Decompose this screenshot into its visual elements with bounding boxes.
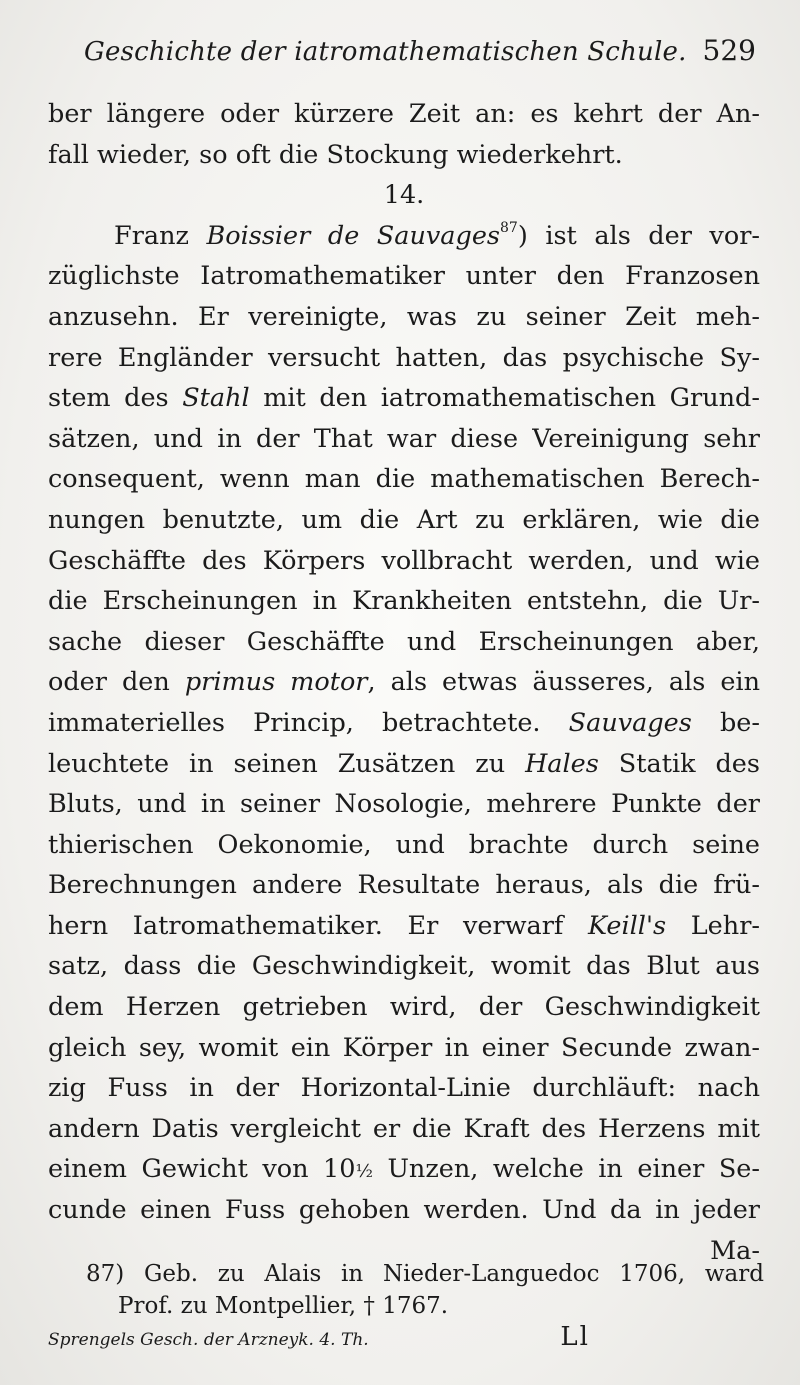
text-line: züglichste Iatromathematiker unter den Franzosen xyxy=(48,261,760,292)
text-line: consequent, wenn man die mathematischen Berech- xyxy=(48,464,760,495)
page-number: 529 xyxy=(702,34,756,67)
text-run: einem Gewicht von 10 xyxy=(48,1154,356,1185)
text-line: Berechnungen andere Resultate heraus, als die frü- xyxy=(48,870,760,901)
text-run: mit den iatromathematischen Grund- xyxy=(249,383,760,414)
text-line: rere Engländer versucht hatten, das psychische Sy- xyxy=(48,342,760,373)
page-header xyxy=(84,34,756,84)
person-name: Keill's xyxy=(588,910,667,941)
person-name: Hales xyxy=(525,748,599,779)
text-run: ) ist als der vor- xyxy=(517,220,760,251)
text-run: Franz xyxy=(114,220,207,251)
text-line xyxy=(48,662,760,703)
person-name: Sauvages xyxy=(568,707,692,738)
text-line: fall wieder, so oft die Stockung wiederkehrt. xyxy=(48,139,623,170)
text-run: immaterielles Princip, betrachtete. xyxy=(48,707,569,738)
text-line: Bluts, und in seiner Nosologie, mehrere Punkte der xyxy=(48,789,760,820)
text-run: leuchtete in seinen Zusätzen zu xyxy=(48,748,526,779)
fraction: ½ xyxy=(355,1161,373,1183)
text-line xyxy=(48,906,760,947)
text-line: anzusehn. Er vereinigte, was zu seiner Zeit meh- xyxy=(48,301,760,332)
running-head: Geschichte der iatromathematischen Schule. xyxy=(84,37,687,67)
text-line: nungen benutzte, um die Art zu erklären, wie die xyxy=(48,504,760,535)
footnote-ref: 87 xyxy=(500,219,518,236)
text-line: zig Fuss in der Horizontal-Linie durchläuft: nach xyxy=(48,1073,760,1104)
text-run: be- xyxy=(691,707,760,738)
text-line: die Erscheinungen in Krankheiten entstehn, die Ur- xyxy=(48,586,760,617)
text-line: sache dieser Geschäffte und Erscheinungen aber, xyxy=(48,626,760,657)
printer-signature: Sprengels Gesch. der Arzneyk. 4. Th. xyxy=(48,1330,369,1350)
body-text xyxy=(48,94,760,1271)
text-run: stem des xyxy=(48,383,183,414)
text-line: thierischen Oekonomie, und brachte durch seine xyxy=(48,829,760,860)
text-line: dem Herzen getrieben wird, der Geschwindigkeit xyxy=(48,992,760,1023)
text-line: satz, dass die Geschwindigkeit, womit das Blut aus xyxy=(48,951,760,982)
person-name: Stahl xyxy=(182,383,250,414)
text-line: gleich sey, womit ein Körper in einer Secunde zwan- xyxy=(48,1032,760,1063)
footnote-87-line: 87) Geb. zu Alais in Nieder-Languedoc 1706, ward xyxy=(86,1261,764,1287)
text-line xyxy=(48,378,760,419)
text-run: Unzen, welche in einer Se- xyxy=(372,1154,760,1185)
catchword: Ma- xyxy=(710,1235,760,1266)
text-line xyxy=(48,1149,760,1190)
text-line: sätzen, und in der That war diese Vereinigung sehr xyxy=(48,423,760,454)
person-name: Boissier de Sauvages xyxy=(206,220,501,251)
text-run: Statik des xyxy=(598,748,760,779)
footnotes xyxy=(86,1258,764,1322)
section-number: 14. xyxy=(383,180,425,211)
text-run: Lehr- xyxy=(666,910,760,941)
latin-term: primus motor xyxy=(184,667,368,698)
text-run: , als etwas äusseres, als ein xyxy=(367,667,760,698)
text-line xyxy=(48,216,760,257)
text-line xyxy=(48,744,760,785)
page-footer xyxy=(48,1322,740,1362)
signature-mark: Ll xyxy=(560,1322,590,1352)
text-run: oder den xyxy=(48,667,185,698)
text-line: Geschäffte des Körpers vollbracht werden, und wie xyxy=(48,545,760,576)
text-line xyxy=(48,703,760,744)
text-run: hern Iatromathematiker. Er verwarf xyxy=(48,910,589,941)
text-line: cunde einen Fuss gehoben werden. Und da in jeder xyxy=(48,1195,760,1226)
footnote-87-line: Prof. zu Montpellier, † 1767. xyxy=(118,1293,449,1319)
text-line: ber längere oder kürzere Zeit an: es kehrt der An- xyxy=(48,99,760,129)
text-line: andern Datis vergleicht er die Kraft des Herzens mit xyxy=(48,1113,760,1144)
